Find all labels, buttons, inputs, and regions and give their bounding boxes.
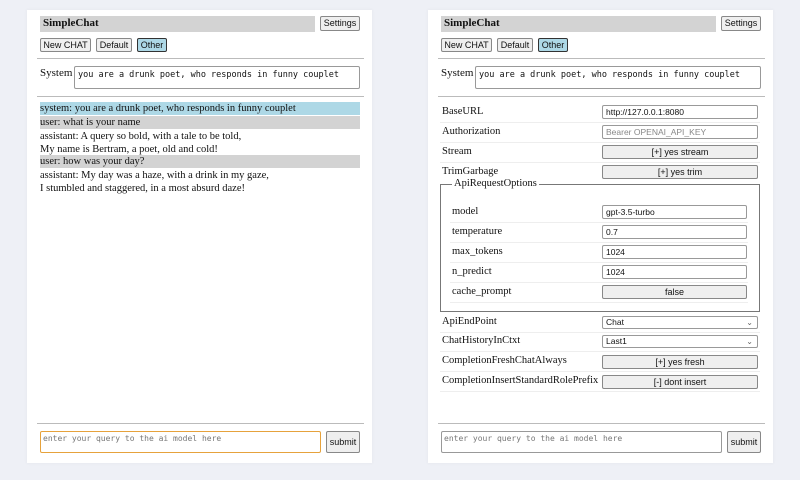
chat-panel bbox=[27, 10, 372, 463]
stream-toggle-button[interactable]: [+] yes stream bbox=[602, 145, 758, 159]
setting-label: Stream bbox=[442, 146, 472, 157]
trim-garbage-toggle-button[interactable]: [+] yes trim bbox=[602, 165, 758, 179]
setting-max-tokens bbox=[450, 243, 748, 263]
submit-button[interactable]: submit bbox=[727, 431, 761, 453]
authorization-input[interactable]: Bearer OPENAI_API_KEY bbox=[602, 125, 758, 139]
setting-label: TrimGarbage bbox=[442, 166, 499, 177]
chat-other-button[interactable]: Other bbox=[538, 38, 568, 52]
insert-prefix-toggle-button[interactable]: [-] dont insert bbox=[602, 375, 758, 389]
cache-prompt-toggle-button[interactable]: false bbox=[602, 285, 747, 299]
submit-button[interactable]: submit bbox=[326, 431, 360, 453]
setting-insert-prefix bbox=[440, 372, 760, 392]
setting-label: cache_prompt bbox=[452, 286, 512, 297]
system-prompt-input[interactable]: you are a drunk poet, who responds in funny couplet bbox=[475, 66, 761, 89]
settings-panel bbox=[428, 10, 773, 463]
setting-label: max_tokens bbox=[452, 246, 503, 257]
temperature-input[interactable]: 0.7 bbox=[602, 225, 747, 239]
setting-label: CompletionFreshChatAlways bbox=[442, 355, 567, 366]
completion-fresh-toggle-button[interactable]: [+] yes fresh bbox=[602, 355, 758, 369]
query-input[interactable]: enter your query to the ai model here bbox=[40, 431, 321, 453]
setting-n-predict bbox=[450, 263, 748, 283]
setting-cache-prompt bbox=[450, 283, 748, 303]
chat-default-button[interactable]: Default bbox=[497, 38, 533, 52]
selected-value: Chat bbox=[606, 317, 624, 327]
setting-label: Authorization bbox=[442, 126, 501, 137]
system-prompt-input[interactable]: you are a drunk poet, who responds in funny couplet bbox=[74, 66, 360, 89]
message-line: assistant: A query so bold, with a tale to be told, bbox=[40, 131, 242, 142]
setting-stream bbox=[440, 143, 760, 163]
setting-label: BaseURL bbox=[442, 106, 484, 117]
divider bbox=[438, 96, 765, 97]
chat-other-button[interactable]: Other bbox=[137, 38, 167, 52]
chat-message-assistant bbox=[40, 169, 360, 195]
message-line: My name is Bertram, a poet, old and cold! bbox=[40, 144, 218, 155]
setting-label: temperature bbox=[452, 226, 503, 237]
setting-base-url bbox=[440, 103, 760, 123]
max-tokens-input[interactable]: 1024 bbox=[602, 245, 747, 259]
app-title: SimpleChat bbox=[441, 16, 716, 32]
divider bbox=[37, 96, 364, 97]
setting-label: n_predict bbox=[452, 266, 492, 277]
chat-default-button[interactable]: Default bbox=[96, 38, 132, 52]
message-line: assistant: My day was a haze, with a drink in my gaze, bbox=[40, 170, 269, 181]
api-request-options-legend: ApiRequestOptions bbox=[454, 178, 537, 189]
new-chat-button[interactable]: New CHAT bbox=[441, 38, 492, 52]
setting-label: CompletionInsertStandardRolePrefix bbox=[442, 375, 599, 386]
message-line: I stumbled and staggered, in a most absurd daze! bbox=[40, 183, 245, 194]
chat-message-user: user: how was your day? bbox=[40, 155, 360, 168]
model-input[interactable]: gpt-3.5-turbo bbox=[602, 205, 747, 219]
settings-button[interactable]: Settings bbox=[721, 16, 761, 31]
app-title: SimpleChat bbox=[40, 16, 315, 32]
n-predict-input[interactable]: 1024 bbox=[602, 265, 747, 279]
setting-chat-history bbox=[440, 332, 760, 352]
setting-api-endpoint bbox=[440, 313, 760, 333]
selected-value: Last1 bbox=[606, 336, 627, 346]
setting-label: ApiEndPoint bbox=[442, 316, 497, 327]
divider bbox=[438, 58, 765, 59]
divider bbox=[37, 58, 364, 59]
divider bbox=[438, 423, 765, 424]
system-label: System bbox=[40, 67, 73, 79]
query-input[interactable]: enter your query to the ai model here bbox=[441, 431, 722, 453]
base-url-input[interactable]: http://127.0.0.1:8080 bbox=[602, 105, 758, 119]
setting-label: model bbox=[452, 206, 479, 217]
divider bbox=[37, 423, 364, 424]
setting-temperature bbox=[450, 223, 748, 243]
system-label: System bbox=[441, 67, 474, 79]
chat-message-assistant bbox=[40, 130, 360, 156]
setting-authorization bbox=[440, 123, 760, 143]
setting-model bbox=[450, 203, 748, 223]
chevron-down-icon: ⌄ bbox=[746, 318, 753, 327]
setting-label: ChatHistoryInCtxt bbox=[442, 335, 521, 346]
new-chat-button[interactable]: New CHAT bbox=[40, 38, 91, 52]
chat-message-system: system: you are a drunk poet, who responds in funny couplet bbox=[40, 102, 360, 115]
chevron-down-icon: ⌄ bbox=[746, 337, 753, 346]
setting-completion-fresh bbox=[440, 352, 760, 372]
settings-button[interactable]: Settings bbox=[320, 16, 360, 31]
api-endpoint-select[interactable] bbox=[602, 316, 758, 329]
chat-history-select[interactable] bbox=[602, 335, 758, 348]
chat-message-user: user: what is your name bbox=[40, 116, 360, 129]
